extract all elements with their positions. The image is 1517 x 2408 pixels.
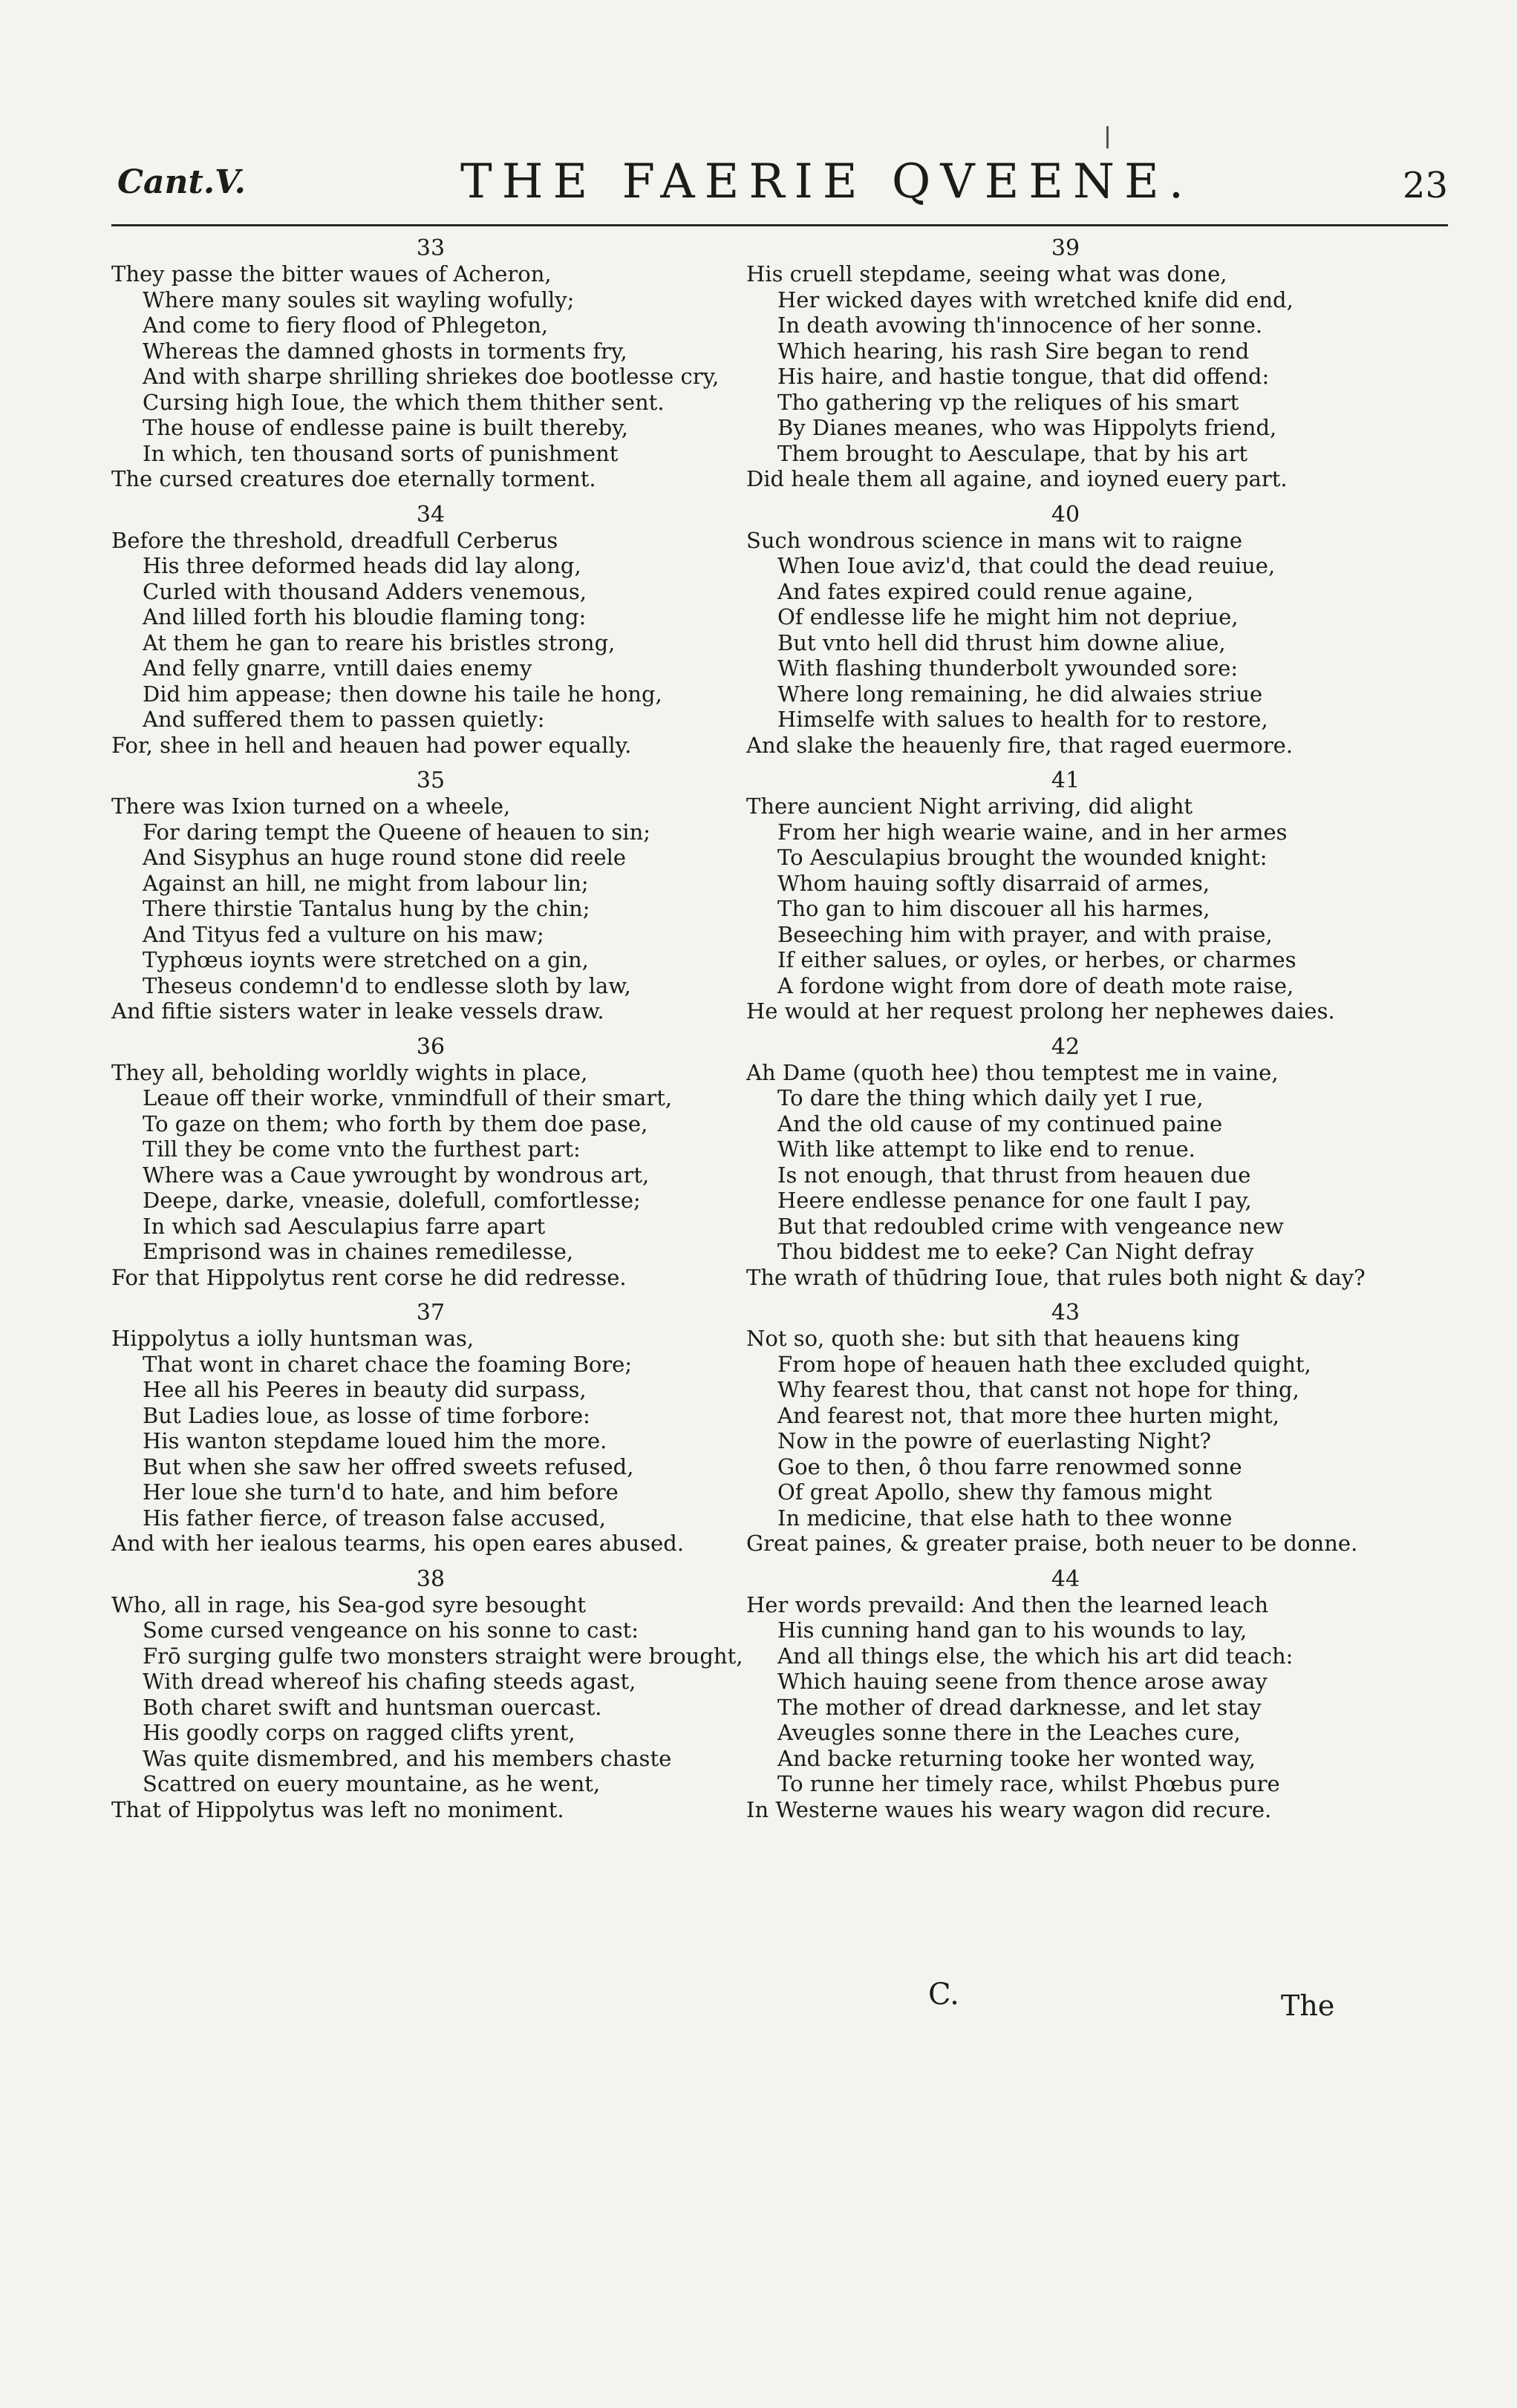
verse-line: And suffered them to passen quietly: bbox=[143, 707, 545, 732]
verse-line: And Sisyphus an huge round stone did reele bbox=[143, 845, 627, 870]
stanza bbox=[746, 1567, 1385, 1823]
verse-line: Both charet swift and huntsman ouercast. bbox=[143, 1694, 602, 1720]
verse-line: Typhœus ioynts were stretched on a gin, bbox=[143, 947, 589, 972]
verse-line: In which, ten thousand sorts of punishment bbox=[143, 440, 619, 466]
verse-line: Where was a Caue ywrought by wondrous art, bbox=[143, 1162, 650, 1188]
verse-line: To dare the thing which daily yet I rue, bbox=[777, 1085, 1204, 1110]
verse-line: A fordone wight from dore of death mote raise, bbox=[777, 972, 1294, 998]
catchword: The bbox=[1281, 1989, 1335, 2022]
stanza bbox=[111, 1300, 750, 1557]
verse-line: And lilled forth his bloudie flaming tong: bbox=[143, 604, 587, 629]
verse-line: Such wondrous science in mans wit to raigne bbox=[746, 527, 1243, 553]
stanza bbox=[746, 503, 1385, 759]
verse-line: Tho gan to him discouer all his harmes, bbox=[777, 896, 1210, 921]
verse-line: Heere endlesse penance for one fault I pay, bbox=[777, 1188, 1252, 1213]
verse-line: But Ladies loue, as losse of time forbore: bbox=[143, 1402, 590, 1428]
verse-line: To runne her timely race, whilst Phœbus pure bbox=[777, 1771, 1280, 1796]
stanza bbox=[111, 236, 750, 492]
stanza bbox=[111, 1035, 750, 1291]
verse-line: But vnto hell did thrust him downe aliue, bbox=[777, 629, 1226, 655]
verse-line: And fearest not, that more thee hurten might, bbox=[777, 1402, 1279, 1428]
verse-line: Before the threshold, dreadfull Cerberus bbox=[111, 527, 558, 553]
verse-line: He would at her request prolong her nephewes daies. bbox=[746, 998, 1335, 1024]
verse-line: The house of endlesse paine is built thereby, bbox=[143, 415, 628, 440]
verse-line: Which hearing, his rash Sire began to rend bbox=[777, 338, 1250, 364]
verse-line: The cursed creatures doe eternally torment. bbox=[111, 466, 596, 491]
verse-line: With flashing thunderbolt ywounded sore: bbox=[777, 655, 1239, 681]
stanza-number: 34 bbox=[416, 501, 446, 528]
header-rule bbox=[111, 224, 1448, 226]
stanza bbox=[111, 503, 750, 759]
stanza-number: 41 bbox=[1051, 768, 1080, 794]
verse-line: And felly gnarre, vntill daies enemy bbox=[143, 655, 532, 681]
verse-line: That of Hippolytus was left no moniment. bbox=[111, 1796, 564, 1822]
verse-line: His cruell stepdame, seeing what was done, bbox=[746, 261, 1227, 287]
stanza-number: 43 bbox=[1051, 1300, 1080, 1326]
verse-line: And all things else, the which his art did teach: bbox=[777, 1643, 1293, 1669]
verse-line: To gaze on them; who forth by them doe pase, bbox=[143, 1110, 648, 1136]
verse-line: Did him appease; then downe his taile he hong, bbox=[143, 681, 662, 707]
verse-line: Hippolytus a iolly huntsman was, bbox=[111, 1326, 474, 1351]
verse-line: They all, beholding worldly wights in place, bbox=[111, 1059, 588, 1085]
verse-line: And Tityus fed a vulture on his maw; bbox=[143, 921, 544, 947]
verse-line: In which sad Aesculapius farre apart bbox=[143, 1213, 546, 1239]
verse-line: By Dianes meanes, who was Hippolyts friend, bbox=[777, 415, 1277, 440]
verse-line: In death avowing th'innocence of her sonne. bbox=[777, 313, 1263, 338]
left-column bbox=[111, 236, 750, 1833]
verse-line: Cursing high Ioue, the which them thither sent. bbox=[143, 389, 665, 415]
canto-label: Cant.V. bbox=[117, 163, 246, 201]
verse-line: If either salues, or oyles, or herbes, or charmes bbox=[777, 947, 1296, 972]
verse-line: Her loue she turn'd to hate, and him before bbox=[143, 1479, 619, 1505]
verse-line: His cunning hand gan to his wounds to lay, bbox=[777, 1617, 1247, 1643]
verse-line: His three deformed heads did lay along, bbox=[143, 553, 581, 578]
verse-line: Till they be come vnto the furthest part: bbox=[143, 1136, 581, 1162]
verse-line: Is not enough, that thrust from heauen due bbox=[777, 1162, 1251, 1188]
verse-line: Ah Dame (quoth hee) thou temptest me in vaine, bbox=[746, 1059, 1279, 1085]
verse-line: Of endlesse life he might him not depriue, bbox=[777, 604, 1239, 629]
verse-line: Deepe, darke, vneasie, dolefull, comfortlesse; bbox=[143, 1188, 641, 1213]
verse-line: His father fierce, of treason false accused, bbox=[143, 1505, 606, 1531]
verse-line: Did heale them all againe, and ioyned euery part. bbox=[746, 466, 1288, 491]
verse-line: Curled with thousand Adders venemous, bbox=[143, 578, 587, 604]
verse-line: Emprisond was in chaines remedilesse, bbox=[143, 1239, 574, 1264]
verse-line: Thou biddest me to eeke? Can Night defray bbox=[777, 1239, 1254, 1264]
verse-line: His haire, and hastie tongue, that did offend: bbox=[777, 364, 1270, 389]
stanza-number: 42 bbox=[1051, 1033, 1080, 1060]
stanza-number: 38 bbox=[416, 1565, 446, 1592]
verse-line: That wont in charet chace the foaming Bore; bbox=[143, 1351, 633, 1377]
stanza-number: 37 bbox=[416, 1300, 446, 1326]
verse-line: Who, all in rage, his Sea-god syre besought bbox=[111, 1591, 587, 1617]
verse-line: Them brought to Aesculape, that by his art bbox=[777, 440, 1248, 466]
verse-line: Of great Apollo, shew thy famous might bbox=[777, 1479, 1213, 1505]
stanza-number: 39 bbox=[1051, 235, 1080, 261]
verse-line: His goodly corps on ragged clifts yrent, bbox=[143, 1720, 575, 1745]
verse-line: And fiftie sisters water in leake vessels draw. bbox=[111, 998, 604, 1024]
signature-mark: C. bbox=[928, 1977, 959, 2012]
verse-line: And slake the heauenly fire, that raged euermore. bbox=[746, 732, 1293, 758]
verse-line: The wrath of thūdring Ioue, that rules both night & day? bbox=[746, 1264, 1366, 1290]
verse-line: From hope of heauen hath thee excluded quight, bbox=[777, 1351, 1311, 1377]
verse-line: Whereas the damned ghosts in torments fry, bbox=[143, 338, 627, 364]
verse-line: Hee all his Peeres in beauty did surpass, bbox=[143, 1377, 587, 1402]
verse-line: For daring tempt the Queene of heauen to sin; bbox=[143, 819, 651, 845]
verse-line: Beseeching him with prayer, and with praise, bbox=[777, 921, 1273, 947]
stanza bbox=[746, 1035, 1385, 1291]
verse-line: The mother of dread darknesse, and let stay bbox=[777, 1694, 1262, 1720]
verse-line: And with her iealous tearms, his open eares abused. bbox=[111, 1531, 685, 1556]
verse-line: Not so, quoth she: but sith that heauens king bbox=[746, 1326, 1240, 1351]
verse-line: Where many soules sit wayling wofully; bbox=[143, 287, 575, 313]
stanza-number: 35 bbox=[416, 768, 446, 794]
verse-line: Frō surging gulfe two monsters straight were brought, bbox=[143, 1643, 743, 1669]
verse-line: Great paines, & greater praise, both neuer to be donne. bbox=[746, 1531, 1358, 1556]
verse-line: Scattred on euery mountaine, as he went, bbox=[143, 1771, 601, 1796]
verse-line: Tho gathering vp the reliques of his smart bbox=[777, 389, 1239, 415]
stanza bbox=[111, 1567, 750, 1823]
stanza bbox=[746, 768, 1385, 1024]
verse-line: Was quite dismembred, and his members chaste bbox=[143, 1745, 672, 1771]
verse-line: They passe the bitter waues of Acheron, bbox=[111, 261, 552, 287]
verse-line: Some cursed vengeance on his sonne to cast: bbox=[143, 1617, 639, 1643]
verse-line: There thirstie Tantalus hung by the chin; bbox=[143, 896, 590, 921]
verse-line: Why fearest thou, that canst not hope for thing, bbox=[777, 1377, 1299, 1402]
verse-line: There auncient Night arriving, did alight bbox=[746, 794, 1193, 819]
verse-line: At them he gan to reare his bristles strong, bbox=[143, 629, 616, 655]
verse-line: In medicine, that else hath to thee wonne bbox=[777, 1505, 1233, 1531]
verse-line: For, shee in hell and heauen had power equally. bbox=[111, 732, 632, 758]
verse-line: With dread whereof his chafing steeds agast, bbox=[143, 1669, 636, 1694]
verse-line: When Ioue aviz'd, that could the dead reuiue, bbox=[777, 553, 1276, 578]
verse-line: With like attempt to like end to renue. bbox=[777, 1136, 1195, 1162]
verse-line: From her high wearie waine, and in her armes bbox=[777, 819, 1288, 845]
stanza-number: 36 bbox=[416, 1033, 446, 1060]
verse-line: Where long remaining, he did alwaies striue bbox=[777, 681, 1263, 707]
running-title: THE FAERIE QVEENE. bbox=[460, 154, 1194, 209]
verse-line: And fates expired could renue againe, bbox=[777, 578, 1194, 604]
verse-line: There was Ixion turned on a wheele, bbox=[111, 794, 511, 819]
page-number: 23 bbox=[1402, 165, 1448, 206]
verse-line: But that redoubled crime with vengeance new bbox=[777, 1213, 1284, 1239]
verse-line: For that Hippolytus rent corse he did redresse. bbox=[111, 1264, 627, 1290]
verse-line: Her wicked dayes with wretched knife did end, bbox=[777, 287, 1293, 313]
stanza bbox=[111, 768, 750, 1024]
stanza bbox=[746, 236, 1385, 492]
verse-line: Her words prevaild: And then the learned leach bbox=[746, 1591, 1269, 1617]
verse-line: Leaue off their worke, vnmindfull of their smart, bbox=[143, 1085, 673, 1110]
verse-line: And with sharpe shrilling shriekes doe bootlesse cry, bbox=[143, 364, 720, 389]
right-column bbox=[746, 236, 1385, 1833]
verse-line: Whom hauing softly disarraid of armes, bbox=[777, 870, 1210, 896]
verse-line: Theseus condemn'd to endlesse sloth by law, bbox=[143, 972, 631, 998]
stanza-number: 33 bbox=[416, 235, 446, 261]
stanza-number: 44 bbox=[1051, 1565, 1080, 1592]
verse-line: His wanton stepdame loued him the more. bbox=[143, 1428, 607, 1453]
verse-line: And backe returning tooke her wonted way, bbox=[777, 1745, 1256, 1771]
running-header bbox=[111, 154, 1448, 209]
verse-line: In Westerne waues his weary wagon did recure. bbox=[746, 1796, 1272, 1822]
verse-line: Now in the powre of euerlasting Night? bbox=[777, 1428, 1212, 1453]
verse-line: Aveugles sonne there in the Leaches cure, bbox=[777, 1720, 1241, 1745]
verse-line: And the old cause of my continued paine bbox=[777, 1110, 1223, 1136]
stanza bbox=[746, 1300, 1385, 1557]
print-mark bbox=[1106, 126, 1109, 148]
verse-line: But when she saw her offred sweets refused, bbox=[143, 1453, 634, 1479]
verse-line: To Aesculapius brought the wounded knight: bbox=[777, 845, 1268, 870]
verse-line: And come to fiery flood of Phlegeton, bbox=[143, 313, 549, 338]
verse-line: Goe to then, ô thou farre renowmed sonne bbox=[777, 1453, 1242, 1479]
verse-line: Against an hill, ne might from labour lin; bbox=[143, 870, 589, 896]
verse-line: Himselfe with salues to health for to restore, bbox=[777, 707, 1268, 732]
stanza-number: 40 bbox=[1051, 501, 1080, 528]
verse-line: Which hauing seene from thence arose away bbox=[777, 1669, 1268, 1694]
